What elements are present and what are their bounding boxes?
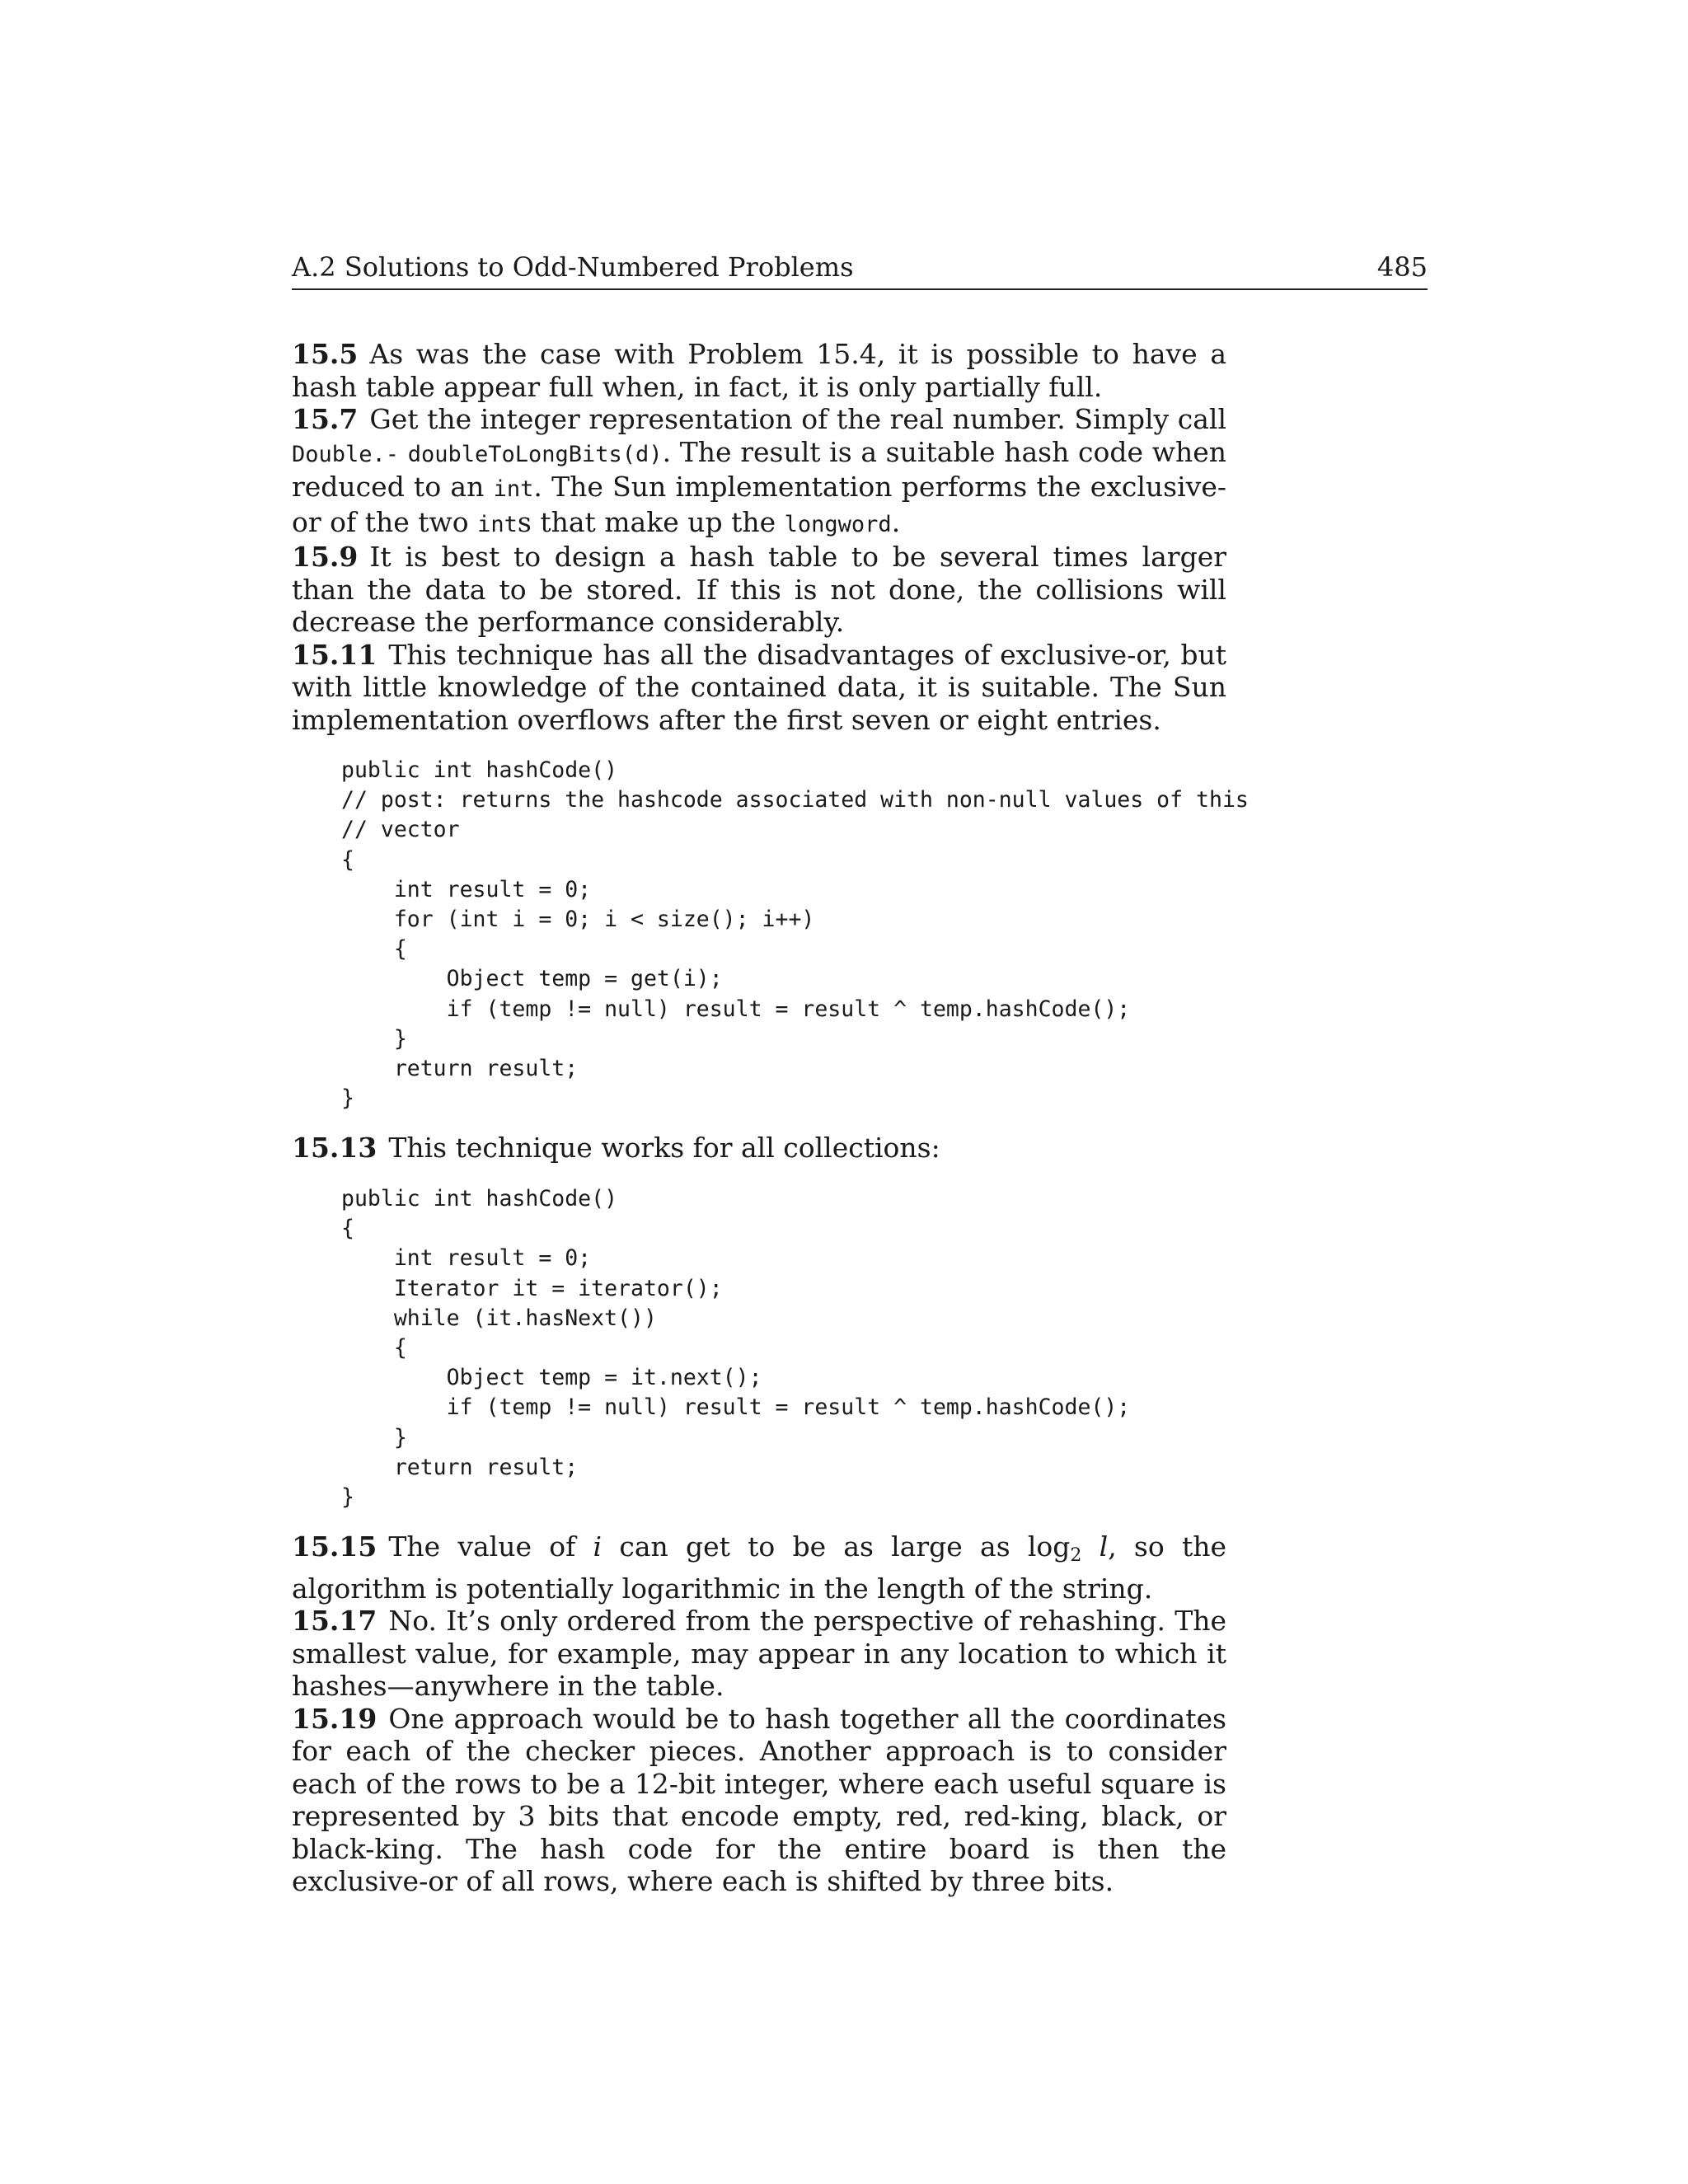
solution-text: . The result is a suitable hash code when reduced to an [292, 435, 1226, 503]
code-line: while (it.hasNext()) [341, 1305, 657, 1331]
solution-15-5 [292, 338, 1226, 403]
solution-text: . [891, 505, 901, 538]
code-line: { [341, 1334, 407, 1361]
math-variable: l [1099, 1530, 1109, 1563]
solution-15-17 [292, 1605, 1226, 1703]
solution-text: can get to be as large as [602, 1530, 1028, 1563]
problem-number: 15.13 [292, 1132, 377, 1165]
code-line: for (int i = 0; i < size(); i++) [341, 907, 815, 933]
inline-code: doubleToLongBits(d) [407, 441, 663, 467]
code-line: public int hashCode() [341, 1185, 618, 1212]
problem-number: 15.7 [292, 403, 359, 435]
math-variable: i [593, 1530, 603, 1563]
code-line: // post: returns the hashcode associated with non-null values of this [341, 787, 1249, 813]
math-log: log [1027, 1530, 1071, 1563]
header-title: A.2 Solutions to Odd-Numbered Problems [292, 251, 854, 283]
code-line: } [341, 1025, 407, 1052]
problem-number: 15.15 [292, 1530, 377, 1563]
solution-text: It is best to design a hash table to be several times larger than the data to be stored. If this is not done, the collisions will decrease the performance considerably. [292, 541, 1226, 638]
solution-text: One approach would be to hash together all the coordinates for each of the checker pieces. Another approach is to consider each of the rows to be a 12-bit integer, where each useful square is represented by 3 bits that encode empty, red, red-king, black, or black-king. The hash code for the entire board is then the exclusive-or of all rows, where each is shifted by three bits. [292, 1702, 1226, 1898]
problem-number: 15.19 [292, 1702, 377, 1735]
code-line: { [341, 846, 354, 873]
code-line: Iterator it = iterator(); [341, 1275, 723, 1301]
problem-number: 15.9 [292, 541, 359, 573]
solution-15-19 [292, 1703, 1226, 1898]
solution-text: , so the algorithm is potentially logarithmic in the length of the string. [292, 1530, 1226, 1605]
problem-number: 15.5 [292, 338, 359, 370]
solution-15-9 [292, 541, 1226, 639]
solution-15-7 [292, 403, 1226, 541]
code-line: } [341, 1424, 407, 1451]
page-body [292, 338, 1249, 1898]
problem-number: 15.11 [292, 638, 377, 671]
solution-text: As was the case with Problem 15.4, it is possible to have a hash table appear full when, in fact, it is only partially full. [292, 338, 1226, 403]
solution-text: . The Sun implementation performs the exclusive-or of the two [292, 471, 1226, 538]
code-line: } [341, 1085, 354, 1112]
inline-code: int [493, 476, 534, 502]
solution-text: The value of [388, 1530, 593, 1563]
code-line: public int hashCode() [341, 757, 618, 783]
solution-text: Get the integer representation of the real number. Simply call [369, 403, 1226, 435]
code-line: if (temp != null) result = result ^ temp.hashCode(); [341, 1394, 1131, 1421]
running-header [292, 252, 1428, 290]
problem-number: 15.17 [292, 1605, 377, 1638]
solution-15-11 [292, 639, 1226, 737]
code-line: return result; [341, 1056, 579, 1082]
solution-text: s that make up the [517, 505, 785, 538]
solution-text: This technique has all the disadvantages of exclusive-or, but with little knowledge of the contained data, it is suitable. The Sun implementation overflows after the first seven or eight entries. [292, 638, 1226, 736]
inline-code: longword [784, 511, 892, 537]
code-line: int result = 0; [341, 1245, 592, 1272]
code-line: { [341, 1216, 354, 1242]
code-listing-collection-hashcode [292, 1184, 1226, 1512]
inline-code: Double.- [292, 441, 400, 467]
page-number: 485 [1376, 251, 1428, 283]
solution-text: No. It’s only ordered from the perspective of rehashing. The smallest value, for example, may appear in any location to which it hashes—anywhere in the table. [292, 1605, 1226, 1703]
code-line: if (temp != null) result = result ^ temp.hashCode(); [341, 996, 1131, 1022]
code-line: Object temp = get(i); [341, 966, 723, 992]
code-line: } [341, 1483, 354, 1510]
code-line: // vector [341, 817, 460, 843]
code-line: { [341, 936, 407, 963]
solution-text: This technique works for all collections: [388, 1132, 940, 1165]
solution-15-15 [292, 1530, 1226, 1605]
solution-15-13 [292, 1132, 1226, 1165]
code-line: return result; [341, 1454, 579, 1480]
inline-code: int [477, 511, 518, 537]
code-line: Object temp = it.next(); [341, 1365, 762, 1391]
code-line: int result = 0; [341, 876, 592, 902]
math-log-base: 2 [1070, 1545, 1082, 1567]
code-listing-vector-hashcode [292, 756, 1249, 1113]
